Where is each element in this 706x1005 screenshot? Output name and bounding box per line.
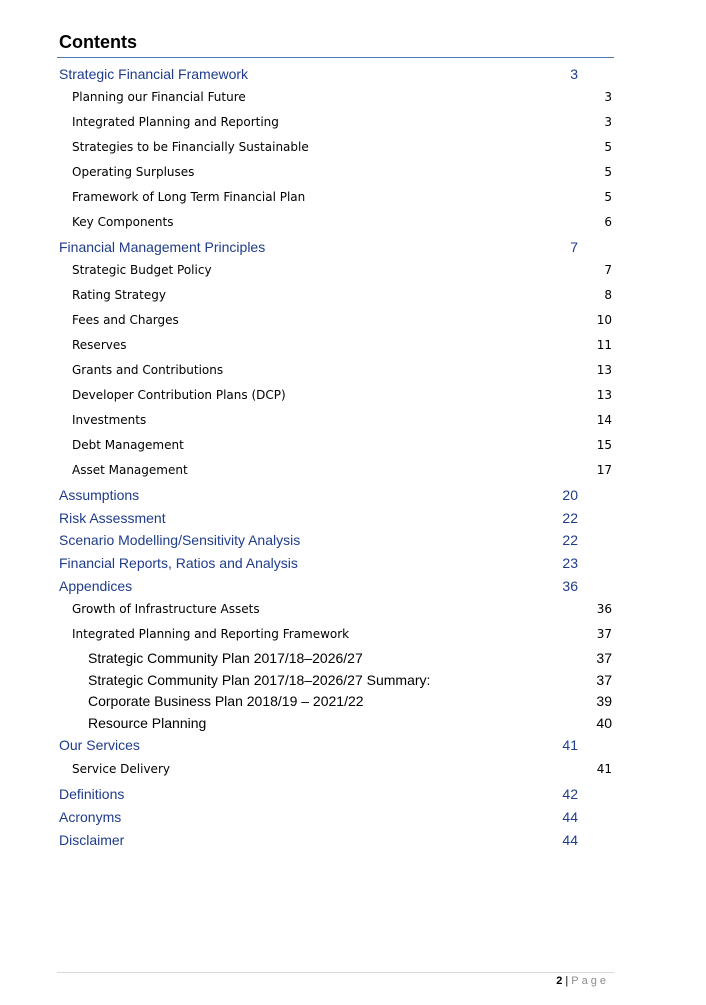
- toc-entry-page: 42: [562, 786, 578, 802]
- toc-entry-label: Strategic Community Plan 2017/18–2026/27 Summary:: [88, 672, 431, 688]
- toc-entry[interactable]: [0, 510, 706, 530]
- toc-entry-page: 10: [596, 313, 612, 327]
- toc-entry-label: Service Delivery: [72, 762, 170, 776]
- toc-entry-page: 44: [562, 809, 578, 825]
- toc-entry[interactable]: [0, 627, 706, 647]
- toc-entry-page: 44: [562, 832, 578, 848]
- toc-entry-label: Financial Management Principles: [59, 239, 266, 255]
- toc-entry-page: 5: [604, 165, 612, 179]
- toc-entry[interactable]: [0, 263, 706, 283]
- toc-entry-page: 5: [604, 190, 612, 204]
- toc-entry[interactable]: [0, 438, 706, 458]
- toc-entry-label: Planning our Financial Future: [72, 90, 246, 104]
- title-divider: [57, 57, 614, 58]
- footer-separator: |: [565, 975, 569, 987]
- toc-entry-label: Strategies to be Financially Sustainable: [72, 140, 309, 154]
- toc-entry-page: 15: [596, 438, 612, 452]
- toc-entry-page: 37: [596, 627, 612, 641]
- toc-entry-page: 37: [596, 650, 612, 666]
- toc-entry-page: 41: [596, 762, 612, 776]
- toc-entry-page: 41: [562, 737, 578, 753]
- toc-entry-label: Resource Planning: [88, 715, 207, 731]
- toc-entry[interactable]: [0, 693, 706, 713]
- toc-entry-page: 23: [562, 555, 578, 571]
- toc-entry-label: Scenario Modelling/Sensitivity Analysis: [59, 532, 301, 548]
- toc-entry-page: 37: [596, 672, 612, 688]
- toc-entry-page: 11: [596, 338, 612, 352]
- toc-entry-label: Growth of Infrastructure Assets: [72, 602, 260, 616]
- toc-entry-label: Assumptions: [59, 487, 140, 503]
- toc-entry[interactable]: [0, 388, 706, 408]
- toc-entry-label: Debt Management: [72, 438, 184, 452]
- toc-entry[interactable]: [0, 487, 706, 507]
- toc-entry[interactable]: [0, 650, 706, 670]
- toc-entry-label: Reserves: [72, 338, 127, 352]
- toc-entry[interactable]: [0, 715, 706, 735]
- toc-entry-label: Strategic Community Plan 2017/18–2026/27: [88, 650, 363, 666]
- toc-entry[interactable]: [0, 338, 706, 358]
- toc-entry-page: 39: [596, 693, 612, 709]
- toc-entry[interactable]: [0, 90, 706, 110]
- toc-entry-label: Developer Contribution Plans (DCP): [72, 388, 286, 402]
- toc-entry[interactable]: [0, 313, 706, 333]
- toc-entry-page: 5: [604, 140, 612, 154]
- toc-entry-page: 14: [596, 413, 612, 427]
- toc-entry-label: Appendices: [59, 578, 133, 594]
- toc-entry[interactable]: [0, 555, 706, 575]
- toc-entry-label: Strategic Budget Policy: [72, 263, 212, 277]
- toc-entry-label: Fees and Charges: [72, 313, 179, 327]
- toc-entry[interactable]: [0, 288, 706, 308]
- toc-entry-page: 40: [596, 715, 612, 731]
- toc-entry[interactable]: [0, 363, 706, 383]
- toc-entry-page: 8: [604, 288, 612, 302]
- toc-entry[interactable]: [0, 190, 706, 210]
- toc-entry[interactable]: [0, 602, 706, 622]
- toc-entry[interactable]: [0, 239, 706, 259]
- toc-entry[interactable]: [0, 672, 706, 692]
- toc-entry-label: Asset Management: [72, 463, 188, 477]
- toc-entry[interactable]: [0, 809, 706, 829]
- toc-entry-page: 22: [562, 510, 578, 526]
- toc-entry-page: 13: [596, 363, 612, 377]
- toc-entry-page: 3: [570, 66, 578, 82]
- toc-entry[interactable]: [0, 532, 706, 552]
- footer-page-number: 2: [556, 975, 563, 987]
- page-footer: [556, 975, 609, 987]
- page-title: Contents: [59, 32, 137, 52]
- toc-entry-page: 17: [596, 463, 612, 477]
- toc-entry-label: Integrated Planning and Reporting Framework: [72, 627, 350, 641]
- toc-entry-label: Investments: [72, 413, 147, 427]
- footer-page-word: Page: [571, 975, 609, 987]
- toc-entry[interactable]: [0, 578, 706, 598]
- toc-entry[interactable]: [0, 737, 706, 757]
- toc-entry-label: Key Components: [72, 215, 174, 229]
- toc-entry-page: 20: [562, 487, 578, 503]
- toc-entry-label: Risk Assessment: [59, 510, 166, 526]
- toc-entry-label: Corporate Business Plan 2018/19 – 2021/22: [88, 693, 364, 709]
- toc-entry[interactable]: [0, 66, 706, 86]
- toc-entry-label: Strategic Financial Framework: [59, 66, 249, 82]
- toc-entry[interactable]: [0, 762, 706, 782]
- toc-entry-page: 36: [562, 578, 578, 594]
- toc-entry-page: 3: [604, 115, 612, 129]
- toc-entry-label: Integrated Planning and Reporting: [72, 115, 279, 129]
- toc-entry-label: Acronyms: [59, 809, 122, 825]
- toc-entry-page: 22: [562, 532, 578, 548]
- toc-entry[interactable]: [0, 215, 706, 235]
- toc-entry-label: Financial Reports, Ratios and Analysis: [59, 555, 298, 571]
- toc-entry[interactable]: [0, 786, 706, 806]
- toc-entry-label: Our Services: [59, 737, 140, 753]
- toc-entry[interactable]: [0, 140, 706, 160]
- toc-entry-page: 7: [604, 263, 612, 277]
- toc-entry-label: Framework of Long Term Financial Plan: [72, 190, 306, 204]
- toc-entry-label: Operating Surpluses: [72, 165, 195, 179]
- toc-entry-page: 6: [604, 215, 612, 229]
- toc-entry-page: 13: [596, 388, 612, 402]
- toc-entry-page: 3: [604, 90, 612, 104]
- toc-entry-label: Definitions: [59, 786, 125, 802]
- toc-entry-label: Rating Strategy: [72, 288, 166, 302]
- toc-entry-page: 36: [596, 602, 612, 616]
- toc-entry-page: 7: [570, 239, 578, 255]
- toc-entry[interactable]: [0, 832, 706, 852]
- toc-entry-label: Grants and Contributions: [72, 363, 224, 377]
- toc-entry[interactable]: [0, 115, 706, 135]
- toc-entry-label: Disclaimer: [59, 832, 125, 848]
- toc-entry[interactable]: [0, 413, 706, 433]
- footer-divider: [57, 972, 614, 973]
- toc-entry[interactable]: [0, 165, 706, 185]
- toc-entry[interactable]: [0, 463, 706, 483]
